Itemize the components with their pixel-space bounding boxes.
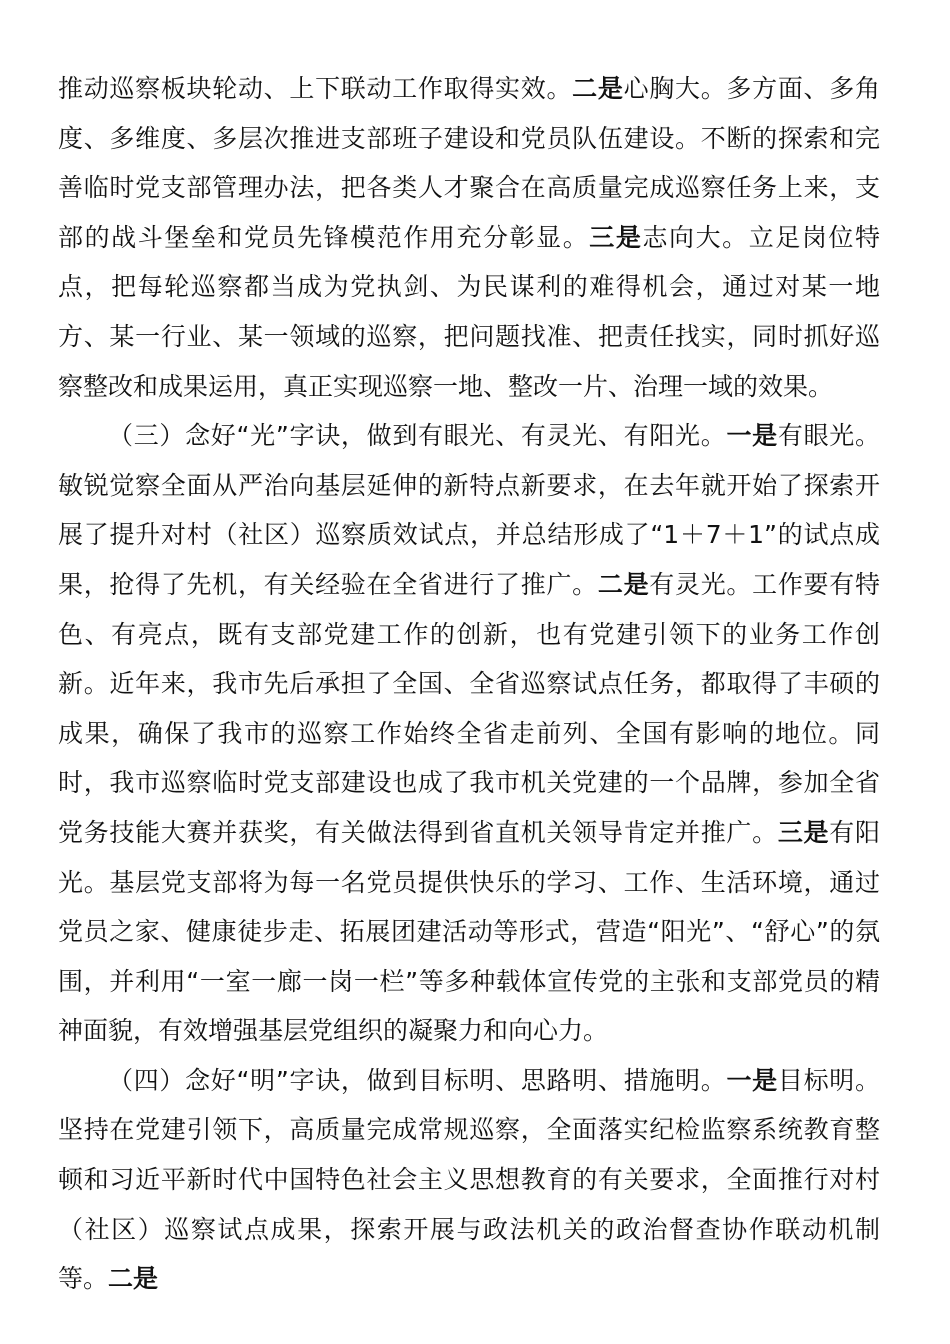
- text-segment: 多方面、多角度、多维度、多层次推进支部班子建设和党员队伍建设。不断的探索和完善临时党支部管理办法，把各类人才聚合在高质量完成巡察任务上来，支部的战斗堡垒和党员先锋模范作用充分彰显。: [58, 74, 880, 252]
- text-segment: 基层党支部将为每一名党员提供快乐的学习、工作、生活环境，通过党员之家、健康徒步走、拓展团建活动等形式，营造“阳光”、“舒心”的氛围，并利用“一室一廊一岗一栏”等多种载体宣传党的主张和支部党员的精神面貌，有效增强基层党组织的凝聚力和向心力。: [58, 867, 880, 1046]
- text-segment: 目标明。: [777, 1065, 880, 1095]
- text-segment: 有灵光。: [649, 569, 753, 599]
- bold-marker: 二是: [597, 569, 650, 599]
- paragraph-3: [58, 1056, 880, 1304]
- document-page: [58, 64, 880, 1304]
- paragraph-2: [58, 411, 880, 1056]
- section-heading: （四）念好“明”字诀，做到目标明、思路明、措施明。: [108, 1065, 727, 1095]
- bold-marker: 一是: [726, 1065, 778, 1095]
- bold-marker: 三是: [589, 222, 643, 252]
- text-segment: 工作要有特色、有亮点，既有支部党建工作的创新，也有党建引领下的业务工作创新。近年来，我市先后承担了全国、全省巡察试点任务，都取得了丰硕的成果，确保了我市的巡察工作始终全省走前列、全国有影响的地位。同时，我市巡察临时党支部建设也成了我市机关党建的一个品牌，参加全省党务技能大赛并获奖，有关做法得到省直机关领导肯定并推广。: [58, 569, 880, 847]
- bold-marker: 二是: [108, 1264, 159, 1294]
- text-segment: 推动巡察板块轮动、上下联动工作取得实效。: [58, 74, 573, 103]
- bold-marker: 三是: [777, 817, 830, 847]
- paragraph-1: [58, 64, 880, 411]
- bold-marker: 一是: [726, 421, 778, 451]
- text-segment: 有阳光。: [58, 817, 880, 897]
- text-segment: 敏锐觉察全面从严治向基层延伸的新特点新要求，在去年就开始了探索开展了提升对村（社区）巡察质效试点，并总结形成了“1＋7＋1”的试点成果，抢得了先机，有关经验在全省进行了推广。: [58, 470, 880, 599]
- bold-marker: 二是: [572, 74, 624, 103]
- text-segment: 心胸大。: [623, 74, 727, 103]
- text-segment: 坚持在党建引领下，高质量完成常规巡察，全面落实纪检监察系统教育整顿和习近平新时代中国特色社会主义思想教育的有关要求，全面推行对村（社区）巡察试点成果，探索开展与政法机关的政治督查协作联动机制等。: [58, 1115, 880, 1294]
- text-segment: 志向大。: [642, 222, 749, 252]
- text-segment: 立足岗位特点，把每轮巡察都当成为党执剑、为民谋利的难得机会，通过对某一地方、某一行业、某一领域的巡察，把问题找准、把责任找实，同时抓好巡察整改和成果运用，真正实现巡察一地、整改一片、治理一域的效果。: [58, 222, 880, 401]
- section-heading: （三）念好“光”字诀，做到有眼光、有灵光、有阳光。: [108, 421, 727, 451]
- text-segment: 有眼光。: [777, 421, 880, 451]
